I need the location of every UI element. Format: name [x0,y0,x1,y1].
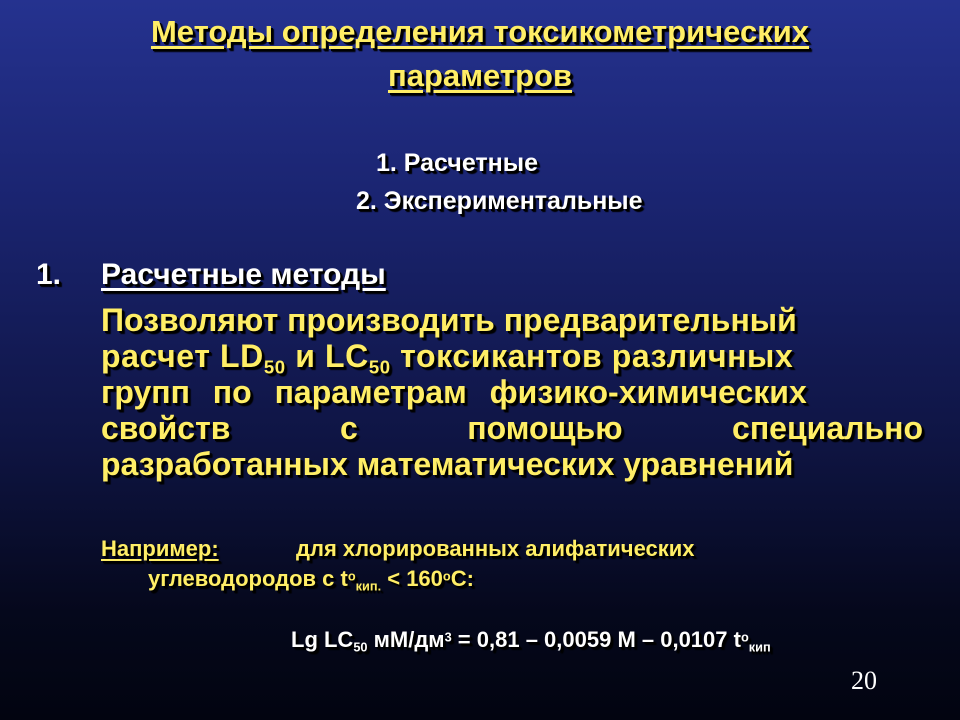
category-computational: 1. Расчетные [376,149,538,177]
paragraph-line-1: Позволяют производить предварительный [101,302,797,338]
paragraph-line-2: расчет $LD_{50}$ и $LC_{50}$ токсикантов различных [101,338,794,378]
slide-title [0,10,960,98]
formula: Lg $LC_{50}$ $мМ/дм^3 = 0,81 - 0,0059$ М – 0,0107 $t^o_{кип}$ [291,627,771,655]
paragraph-line-5: разработанных математических уравнений [101,446,794,482]
paragraph-line-4: свойств с помощью специально [101,410,923,446]
ld-subscript: 50 [263,356,286,378]
category-experimental: 2. Экспериментальные [356,187,643,215]
example-line-2: углеводородов с $t^o_{кип.} < 160^oС$: [148,566,474,594]
section-paragraph [101,302,923,482]
paragraph-line-3: групп по параметрам физико-химических [101,374,807,410]
page-number: 20 [851,666,877,695]
section-number: 1. [36,258,62,291]
example-label: Например: [101,536,219,561]
title-line-1: Методы определения токсикометрических [150,14,810,49]
section-heading: Расчетные методы [101,258,386,291]
lc-subscript: 50 [368,356,391,378]
title-line-2: параметров [387,58,573,93]
example-line-1: для хлорированных алифатических [296,536,695,561]
